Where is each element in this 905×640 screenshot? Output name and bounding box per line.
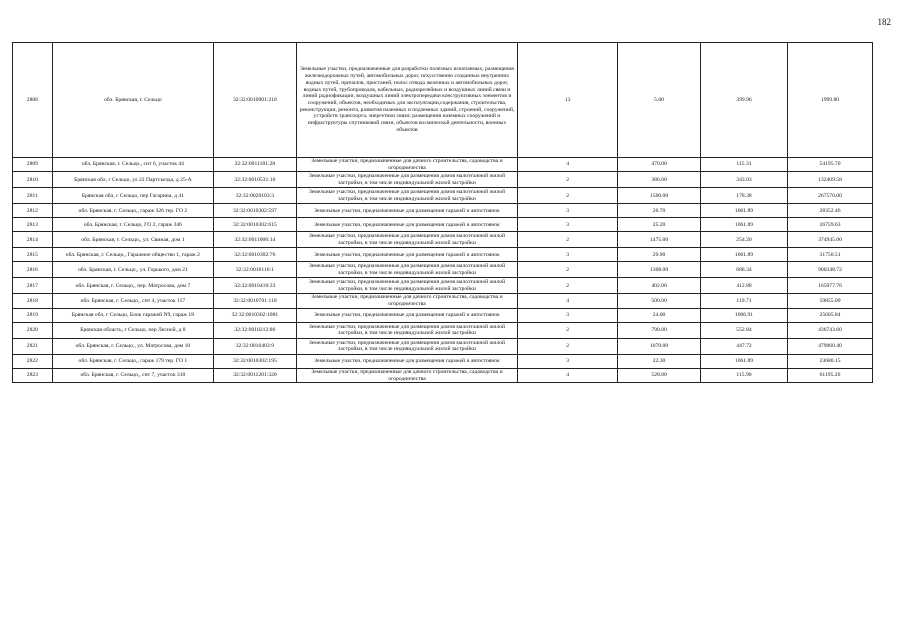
address-cell: Брянская обл, г Сельцо, ул 22 Партсъезда, д 25-А — [52, 172, 213, 188]
cadastral-number-cell: 32:32:0010701:118 — [214, 294, 297, 308]
unit-value-cell: 115.90 — [700, 368, 787, 382]
cadastral-value-cell: 165977.76 — [788, 278, 873, 294]
table-row — [13, 232, 873, 248]
address-cell: обл. Брянская, г. Сельцо, ГО 2, гараж 346 — [52, 218, 213, 232]
area-cell: 1500.00 — [618, 188, 701, 204]
cadastral-value-cell: 267570.00 — [788, 188, 873, 204]
table-row — [13, 43, 873, 158]
address-cell: обл. Брянская, г. Сельцо,, ул. Горького, дом 21 — [52, 262, 213, 278]
land-use-cell: Земельные участки, предназначенные для размещения домов малоэтажной жилой застройки, в том числе индивидуальной жилой застройки — [296, 232, 517, 248]
row-number: 2809 — [13, 158, 53, 172]
category-cell: 3 — [518, 204, 618, 218]
category-cell: 2 — [518, 262, 618, 278]
area-cell: 29.90 — [618, 248, 701, 262]
address-cell: обл. Брянская, г. Сельцо,, снт 4, участок 117 — [52, 294, 213, 308]
row-number: 2823 — [13, 368, 53, 382]
cadastral-number-cell: 32:32:0011201:320 — [214, 368, 297, 382]
land-use-cell: Земельные участки, предназначенные для размещения гаражей и автостоянок — [296, 248, 517, 262]
row-number: 2814 — [13, 232, 53, 248]
land-use-cell: Земельные участки, предназначенные для размещения гаражей и автостоянок — [296, 308, 517, 322]
land-use-cell: Земельные участки, предназначенные для дачного строительства, садоводства и огородничества — [296, 368, 517, 382]
land-use-cell: Земельные участки, предназначенные для размещения домов малоэтажной жилой застройки, в том числе индивидуальной жилой застройки — [296, 338, 517, 354]
cadastral-number-cell: 32:32:0010403:9 — [214, 338, 297, 354]
cadastral-value-cell: 479060.40 — [788, 338, 873, 354]
unit-value-cell: 688.34 — [700, 262, 787, 278]
table-row — [13, 248, 873, 262]
cadastral-number-cell: 32:32:0010901:218 — [214, 43, 297, 158]
table-row — [13, 158, 873, 172]
category-cell: 3 — [518, 354, 618, 368]
cadastral-value-cell: 26759.63 — [788, 218, 873, 232]
page-number: 182 — [877, 17, 891, 27]
area-cell: 5.00 — [618, 43, 701, 158]
address-cell: обл. Брянская, г. Сельцо,, ул. Свиная, дом 1 — [52, 232, 213, 248]
cadastral-value-cell: 54195.70 — [788, 158, 873, 172]
cadastral-number-cell: 32:32:0010302:1081 — [214, 308, 297, 322]
table-row — [13, 278, 873, 294]
cadastral-number-cell: 32:32:0010302:76 — [214, 248, 297, 262]
row-number: 2815 — [13, 248, 53, 262]
row-number: 2821 — [13, 338, 53, 354]
area-cell: 500.00 — [618, 294, 701, 308]
table-row — [13, 204, 873, 218]
cadastral-value-cell: 25605.84 — [788, 308, 873, 322]
cadastral-number-cell: 32:32:0010302:615 — [214, 218, 297, 232]
cadastral-number-cell: 32:32:0011101:28 — [214, 158, 297, 172]
table-row — [13, 368, 873, 382]
category-cell: 2 — [518, 338, 618, 354]
address-cell: обл. Брянская, г. Сельцо — [52, 43, 213, 158]
row-number: 2808 — [13, 43, 53, 158]
address-cell: обл. Брянская, г. Сельцо,, гараж 326 тер. ГО 2 — [52, 204, 213, 218]
cadastral-value-cell: 61195.20 — [788, 368, 873, 382]
cadastral-value-cell: 31750.51 — [788, 248, 873, 262]
land-use-cell: Земельные участки, предназначенные для размещения домов малоэтажной жилой застройки, в том числе индивидуальной жилой застройки — [296, 262, 517, 278]
unit-value-cell: 343.03 — [700, 172, 787, 188]
category-cell: 2 — [518, 278, 618, 294]
area-cell: 1070.00 — [618, 338, 701, 354]
unit-value-cell: 1061.89 — [700, 204, 787, 218]
area-cell: 1475.00 — [618, 232, 701, 248]
land-use-cell: Земельные участки, предназначенные для размещения домов малоэтажной жилой застройки, в том числе индивидуальной жилой застройки — [296, 322, 517, 338]
area-cell: 1308.00 — [618, 262, 701, 278]
cadastral-number-cell: 32:32:0010302:195 — [214, 354, 297, 368]
table-row — [13, 322, 873, 338]
table-row — [13, 218, 873, 232]
row-number: 2820 — [13, 322, 53, 338]
category-cell: 13 — [518, 43, 618, 158]
address-cell: Брянская обл, г Сельцо, пер Гагарина, д 41 — [52, 188, 213, 204]
cadastral-value-cell: 436743.60 — [788, 322, 873, 338]
land-use-cell: Земельные участки, предназначенные для разработки полезных ископаемых, размещения железнодорожных путей, автомобильных дорог, искусственно созданных внутренних водных путей, причалов, пристаней, полос отвода железных и автомобильных дорог, водных путей, трубопроводов, кабельных, радиорелейных и воздушных линий связи и линий радиофикации, воздушных линий электропередачи конструктивных элементов и сооружений, объектов, необходимых для эксплуатации,содержания, строительства, реконструкции, ремонта, развития наземных и подземных зданий, строений, сооружений, устройств транспорта, энергетики связи; размещения наземных сооружений и инфраструктуры спутниковой связи, объектов космической деятельности, военных объектов — [296, 43, 517, 158]
category-cell: 4 — [518, 368, 618, 382]
address-cell: обл. Брянская, г. Сельцо,, пер. Матросова, дом 7 — [52, 278, 213, 294]
table-row — [13, 338, 873, 354]
table-row — [13, 354, 873, 368]
table-row — [13, 308, 873, 322]
table-row — [13, 262, 873, 278]
area-cell: 528.00 — [618, 368, 701, 382]
row-number: 2811 — [13, 188, 53, 204]
unit-value-cell: 178.38 — [700, 188, 787, 204]
land-use-cell: Земельные участки, предназначенные для дачного строительства, садоводства и огородничества — [296, 158, 517, 172]
address-cell: Брянская область, г Сельцо, пер Лесной, д 8 — [52, 322, 213, 338]
category-cell: 2 — [518, 232, 618, 248]
category-cell: 3 — [518, 248, 618, 262]
cadastral-number-cell: 32:32:0010212:86 — [214, 322, 297, 338]
cadastral-number-cell: 32:32:0010110:1 — [214, 262, 297, 278]
row-number: 2812 — [13, 204, 53, 218]
land-use-cell: Земельные участки, предназначенные для размещения гаражей и автостоянок — [296, 204, 517, 218]
cadastral-value-cell: 1999.80 — [788, 43, 873, 158]
address-cell: обл. Брянская, г. Сельцо,, Гаражное общество 1, гараж 2 — [52, 248, 213, 262]
row-number: 2810 — [13, 172, 53, 188]
cadastral-number-cell: 32:32:0010531:10 — [214, 172, 297, 188]
address-cell: Брянская обл, г Сельцо, Блок гаражей N9, гараж 18 — [52, 308, 213, 322]
area-cell: 790.00 — [618, 322, 701, 338]
address-cell: обл. Брянская, г. Сельцо,, снт 7, участок 310 — [52, 368, 213, 382]
area-cell: 386.00 — [618, 172, 701, 188]
area-cell: 26.70 — [618, 204, 701, 218]
cadastral-number-cell: 32:32:0010302:597 — [214, 204, 297, 218]
unit-value-cell: 552.84 — [700, 322, 787, 338]
cadastral-value-cell: 28352.46 — [788, 204, 873, 218]
area-cell: 22.30 — [618, 354, 701, 368]
table-row — [13, 172, 873, 188]
category-cell: 3 — [518, 218, 618, 232]
row-number: 2822 — [13, 354, 53, 368]
row-number: 2819 — [13, 308, 53, 322]
category-cell: 4 — [518, 158, 618, 172]
row-number: 2813 — [13, 218, 53, 232]
address-cell: обл. Брянская, г. Сельцо,, гараж 179 тер. ГО 1 — [52, 354, 213, 368]
address-cell: обл. Брянская, г. Сельцо,, снт 6, участок 44 — [52, 158, 213, 172]
unit-value-cell: 1061.89 — [700, 218, 787, 232]
cadastral-number-cell: 32:32:0011006:14 — [214, 232, 297, 248]
cadastral-number-cell: 32:32:0010410:33 — [214, 278, 297, 294]
area-cell: 402.00 — [618, 278, 701, 294]
unit-value-cell: 254.20 — [700, 232, 787, 248]
unit-value-cell: 447.72 — [700, 338, 787, 354]
unit-value-cell: 1066.91 — [700, 308, 787, 322]
cadastral-value-cell: 59855.00 — [788, 294, 873, 308]
unit-value-cell: 399.96 — [700, 43, 787, 158]
cadastral-value-cell: 132409.58 — [788, 172, 873, 188]
cadastral-value-cell: 23680.15 — [788, 354, 873, 368]
row-number: 2817 — [13, 278, 53, 294]
unit-value-cell: 119.71 — [700, 294, 787, 308]
category-cell: 2 — [518, 322, 618, 338]
unit-value-cell: 1061.89 — [700, 354, 787, 368]
land-use-cell: Земельные участки, предназначенные для размещения гаражей и автостоянок — [296, 218, 517, 232]
table-row — [13, 188, 873, 204]
land-registry-table — [12, 42, 873, 383]
area-cell: 24.00 — [618, 308, 701, 322]
area-cell: 25.20 — [618, 218, 701, 232]
cadastral-value-cell: 374945.00 — [788, 232, 873, 248]
land-use-cell: Земельные участки, предназначенные для размещения домов малоэтажной жилой застройки, в том числе индивидуальной жилой застройки — [296, 278, 517, 294]
area-cell: 470.00 — [618, 158, 701, 172]
unit-value-cell: 1061.89 — [700, 248, 787, 262]
row-number: 2816 — [13, 262, 53, 278]
cadastral-value-cell: 900348.72 — [788, 262, 873, 278]
row-number: 2818 — [13, 294, 53, 308]
address-cell: обл. Брянская, г. Сельцо,, ул. Матросова, дом 10 — [52, 338, 213, 354]
land-use-cell: Земельные участки, предназначенные для дачного строительства, садоводства и огородничества — [296, 294, 517, 308]
land-use-cell: Земельные участки, предназначенные для размещения гаражей и автостоянок — [296, 354, 517, 368]
table-row — [13, 294, 873, 308]
category-cell: 2 — [518, 188, 618, 204]
category-cell: 2 — [518, 172, 618, 188]
unit-value-cell: 412.88 — [700, 278, 787, 294]
unit-value-cell: 115.31 — [700, 158, 787, 172]
land-use-cell: Земельные участки, предназначенные для размещения домов малоэтажной жилой застройки, в том числе индивидуальной жилой застройки — [296, 172, 517, 188]
category-cell: 3 — [518, 308, 618, 322]
category-cell: 4 — [518, 294, 618, 308]
land-use-cell: Земельные участки, предназначенные для размещения домов малоэтажной жилой застройки, в том числе индивидуальной жилой застройки — [296, 188, 517, 204]
cadastral-number-cell: 32:32:0020103:3 — [214, 188, 297, 204]
